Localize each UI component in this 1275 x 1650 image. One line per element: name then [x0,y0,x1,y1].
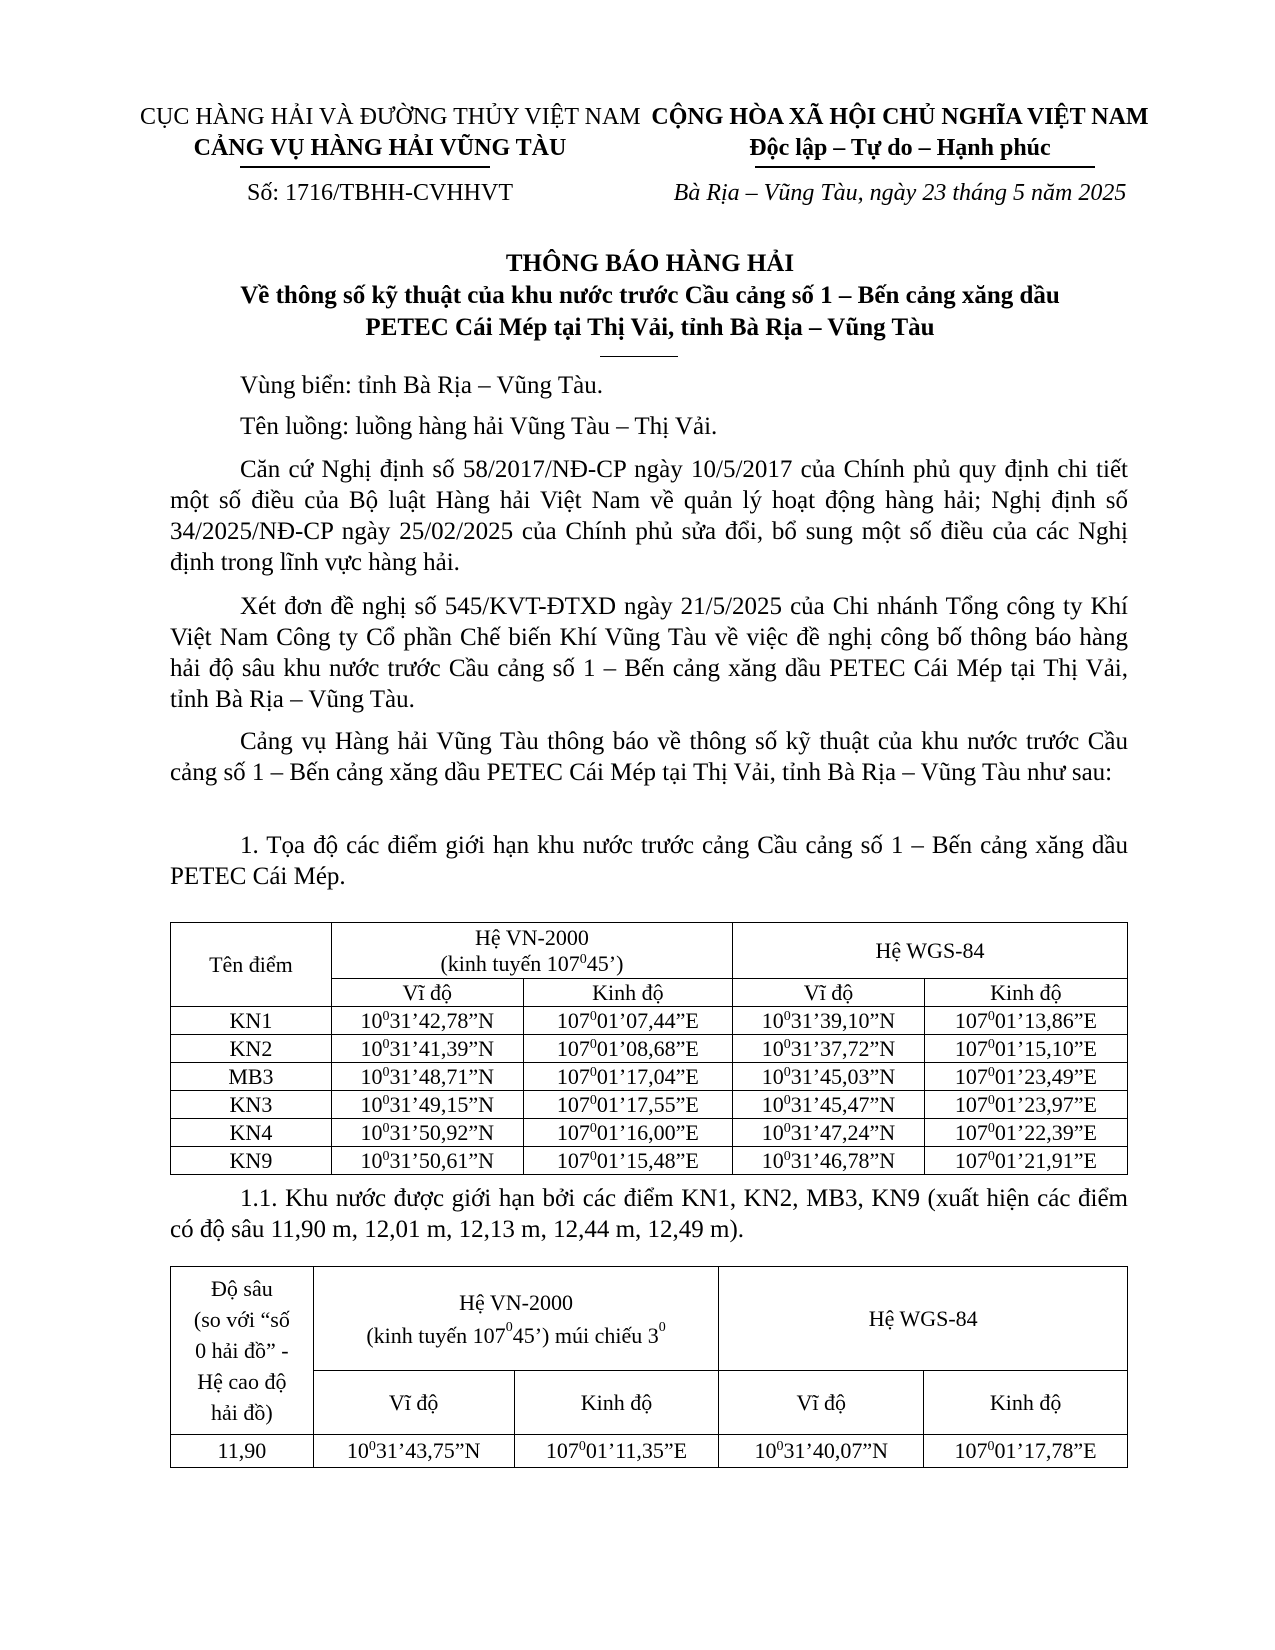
wgs84-latitude: $10^031’37,72”N$ [733,1035,925,1063]
paragraph-channel-name: Tên luồng: luồng hàng hải Vũng Tàu – Thị Vải. [240,413,718,440]
coordinates-table [170,922,1128,1175]
wgs84-latitude: $10^031’45,47”N$ [733,1091,925,1119]
header-point-name: Tên điểm [171,923,332,1007]
wgs84-longitude: $107^001’13,86”E$ [924,1007,1127,1035]
header-wgs84: Hệ WGS-84 [719,1267,1128,1371]
wgs84-longitude: $107^001’22,39”E$ [924,1119,1127,1147]
header-vn2000 [331,923,732,979]
wgs84-latitude: $10^031’39,10”N$ [733,1007,925,1035]
paragraph-section-1: 1. Tọa độ các điểm giới hạn khu nước trước cảng Cầu cảng số 1 – Bến cảng xăng dầu PETEC Cái Mép. [170,832,1128,890]
vn2000-latitude: $10^031’49,15”N$ [331,1091,523,1119]
place-date: Bà Rịa – Vũng Tàu, ngày 23 tháng 5 năm 2025 [673,180,1127,206]
wgs84-latitude: $10^031’40,07”N$ [719,1435,924,1468]
header-depth: Độ sâu (so với “số 0 hải đồ” - Hệ cao độ hải đồ) [171,1267,314,1435]
national-motto: Độc lập – Tự do – Hạnh phúc [749,135,1051,161]
vn2000-subtitle: (kinh tuyến $107^045$’) [440,950,624,976]
paragraph-announcement: Cảng vụ Hàng hải Vũng Tàu thông báo về thông số kỹ thuật của khu nước trước Cầu cảng số 1 – Bến cảng xăng dầu PETEC Cái Mép tại Thị Vải, tỉnh Bà Rịa – Vũng Tàu như sau: [170,728,1128,786]
table-row [171,1435,1128,1468]
header-wgs-lat: Vĩ độ [733,979,925,1007]
agency-header [140,102,641,164]
header-vn-lon: Kinh độ [523,979,732,1007]
wgs84-longitude: $107^001’23,49”E$ [924,1063,1127,1091]
title-underline [600,356,678,357]
vn2000-latitude: $10^031’48,71”N$ [331,1063,523,1091]
country-name: CỘNG HÒA XÃ HỘI CHỦ NGHĨA VIỆT NAM [651,104,1149,130]
vn2000-latitude: $10^031’50,61”N$ [331,1147,523,1175]
parent-agency-name: CỤC HÀNG HẢI VÀ ĐƯỜNG THỦY VIỆT NAM [140,104,641,130]
vn2000-longitude: $107^001’16,00”E$ [523,1119,732,1147]
wgs84-latitude: $10^031’47,24”N$ [733,1119,925,1147]
table-row [171,1007,1128,1035]
vn2000-latitude: $10^031’42,78”N$ [331,1007,523,1035]
depth-value: 11,90 [171,1435,314,1468]
vn2000-longitude: $107^001’07,44”E$ [523,1007,732,1035]
header-vn-lon: Kinh độ [514,1371,719,1435]
paragraph-section-1-1: 1.1. Khu nước được giới hạn bởi các điểm KN1, KN2, MB3, KN9 (xuất hiện các điểm có độ sâu 11,90 m, 12,01 m, 12,13 m, 12,44 m, 12,49 m). [170,1185,1128,1243]
title-main: THÔNG BÁO HÀNG HẢI [505,250,795,277]
table-row [171,1063,1128,1091]
wgs84-longitude: $107^001’21,91”E$ [924,1147,1127,1175]
vn2000-subtitle: (kinh tuyến $107^045$’) múi chiếu $3^0$ [366,1319,666,1348]
table-row [171,1119,1128,1147]
vn2000-title: Hệ VN-2000 [475,924,589,950]
point-name: MB3 [171,1063,332,1091]
title-subject-line-1: Về thông số kỹ thuật của khu nước trước Cầu cảng số 1 – Bến cảng xăng dầu [240,282,1060,309]
point-name: KN9 [171,1147,332,1175]
vn2000-longitude: $107^001’15,48”E$ [523,1147,732,1175]
table-row [171,1035,1128,1063]
point-name: KN2 [171,1035,332,1063]
document-number: Số: 1716/TBHH-CVHHVT [246,180,513,206]
agency-underline [240,166,490,168]
vn2000-longitude: $107^001’17,55”E$ [523,1091,732,1119]
point-name: KN4 [171,1119,332,1147]
paragraph-sea-area: Vùng biển: tỉnh Bà Rịa – Vũng Tàu. [240,372,603,399]
vn2000-title: Hệ VN-2000 [459,1289,573,1315]
vn2000-latitude: $10^031’41,39”N$ [331,1035,523,1063]
vn2000-latitude: $10^031’50,92”N$ [331,1119,523,1147]
header-wgs-lon: Kinh độ [924,1371,1128,1435]
vn2000-longitude: $107^001’17,04”E$ [523,1063,732,1091]
header-wgs-lon: Kinh độ [924,979,1127,1007]
national-header [640,102,1160,164]
document-title [170,248,1130,344]
vn2000-latitude: $10^031’43,75”N$ [313,1435,514,1468]
header-vn2000-proj [313,1267,719,1371]
title-subject-line-2: PETEC Cái Mép tại Thị Vải, tỉnh Bà Rịa – Vũng Tàu [365,314,935,341]
paragraph-legal-basis: Căn cứ Nghị định số 58/2017/NĐ-CP ngày 10/5/2017 của Chính phủ quy định chi tiết một số điều của Bộ luật Hàng hải Việt Nam về quản lý hoạt động hàng hải; Nghị định số 34/2025/NĐ-CP ngày 25/02/2025 của Chính phủ sửa đổi, bổ sung một số điều của các Nghị định trong lĩnh vực hàng hải. [170,456,1128,576]
paragraph-request: Xét đơn đề nghị số 545/KVT-ĐTXD ngày 21/5/2025 của Chi nhánh Tổng công ty Khí Việt Nam Công ty Cổ phần Chế biến Khí Vũng Tàu về việc đề nghị công bố thông báo hàng hải độ sâu khu nước trước Cầu cảng số 1 – Bến cảng xăng dầu PETEC Cái Mép tại Thị Vải, tỉnh Bà Rịa – Vũng Tàu. [170,593,1128,713]
vn2000-longitude: $107^001’08,68”E$ [523,1035,732,1063]
motto-underline [755,166,1095,168]
point-name: KN1 [171,1007,332,1035]
agency-name: CẢNG VỤ HÀNG HẢI VŨNG TÀU [193,135,567,161]
header-wgs84: Hệ WGS-84 [733,923,1128,979]
wgs84-longitude: $107^001’23,97”E$ [924,1091,1127,1119]
header-wgs-lat: Vĩ độ [719,1371,924,1435]
header-vn-lat: Vĩ độ [313,1371,514,1435]
vn2000-longitude: $107^001’11,35”E$ [514,1435,719,1468]
point-name: KN3 [171,1091,332,1119]
wgs84-latitude: $10^031’45,03”N$ [733,1063,925,1091]
header-vn-lat: Vĩ độ [331,979,523,1007]
wgs84-longitude: $107^001’15,10”E$ [924,1035,1127,1063]
wgs84-latitude: $10^031’46,78”N$ [733,1147,925,1175]
wgs84-longitude: $107^001’17,78”E$ [924,1435,1128,1468]
depth-table [170,1266,1128,1468]
table-row [171,1091,1128,1119]
table-row [171,1147,1128,1175]
